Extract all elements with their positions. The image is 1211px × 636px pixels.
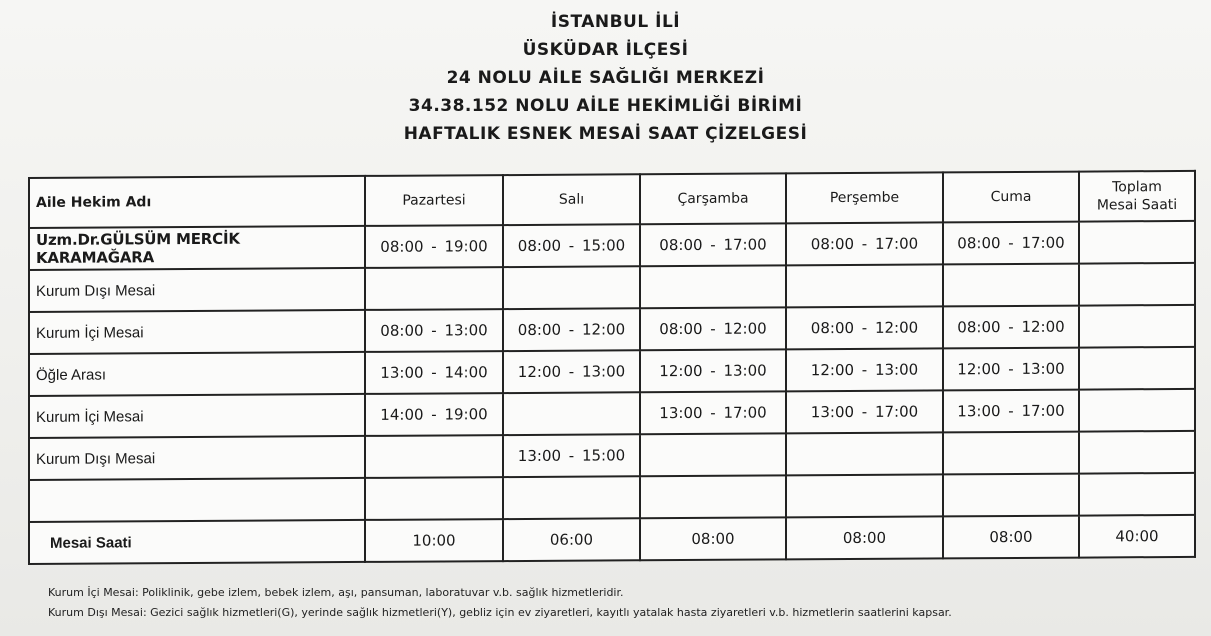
table-cell: 08:00 - 12:00 — [503, 308, 640, 351]
header-health-center: 24 NOLU AİLE SAĞLIĞI MERKEZİ — [446, 68, 765, 88]
header-district: ÜSKÜDAR İLÇESİ — [522, 40, 689, 60]
total-tuesday: 06:00 — [503, 518, 640, 561]
table-row — [29, 263, 1195, 312]
table-row-doctor — [29, 221, 1195, 270]
table-cell — [503, 476, 640, 519]
doctor-name: Uzm.Dr.GÜLSÜM MERCİK KARAMAĞARA — [29, 226, 365, 270]
table-cell: 13:00 - 17:00 — [943, 390, 1079, 433]
column-header-monday: Pazartesi — [365, 175, 503, 226]
column-header-total — [1079, 171, 1195, 222]
table-cell — [943, 264, 1079, 307]
table-cell: 08:00 - 15:00 — [503, 224, 640, 267]
footnote-kurum-ici: Kurum İçi Mesai: Poliklinik, gebe izlem, bebek izlem, aşı, pansuman, laboratuvar v.b. sağlık hizmetleridir. — [48, 586, 624, 599]
document-header — [0, 8, 1211, 148]
row-label — [29, 478, 365, 522]
totals-label: Mesai Saati — [29, 520, 365, 564]
table-row — [29, 347, 1195, 396]
table-cell — [365, 477, 503, 520]
table-cell — [503, 392, 640, 435]
table-cell — [786, 474, 943, 517]
table-cell — [1079, 473, 1195, 516]
table-cell: 08:00 - 19:00 — [365, 225, 503, 268]
table-cell: 08:00 - 13:00 — [365, 309, 503, 352]
total-week: 40:00 — [1079, 515, 1195, 558]
header-province: İSTANBUL İLİ — [550, 12, 681, 32]
table-cell: 13:00 - 14:00 — [365, 351, 503, 394]
column-header-tuesday: Salı — [503, 174, 640, 225]
table-cell — [786, 432, 943, 475]
table-header-row — [29, 171, 1195, 228]
header-unit: 34.38.152 NOLU AİLE HEKİMLİĞİ BİRİMİ — [408, 96, 803, 116]
table-cell — [365, 267, 503, 310]
table-cell — [1079, 347, 1195, 390]
schedule-table — [28, 170, 1196, 565]
table-cell — [503, 266, 640, 309]
column-header-wednesday: Çarşamba — [640, 173, 786, 224]
table-cell — [943, 432, 1079, 475]
total-friday: 08:00 — [943, 516, 1079, 559]
table-cell — [1079, 263, 1195, 306]
total-wednesday: 08:00 — [640, 517, 786, 560]
table-cell: 14:00 - 19:00 — [365, 393, 503, 436]
footnote-kurum-disi: Kurum Dışı Mesai: Gezici sağlık hizmetleri(G), yerinde sağlık hizmetleri(Y), gebliz için ev ziyaretleri, kayıtlı yatalak hasta ziyaretleri v.b. hizmetlerin saatlerini kapsar. — [48, 606, 952, 619]
table-cell — [365, 435, 503, 478]
table-cell: 12:00 - 13:00 — [503, 350, 640, 393]
row-label: Kurum İçi Mesai — [29, 394, 365, 438]
table-cell: 13:00 - 15:00 — [503, 434, 640, 477]
schedule-table-wrapper — [28, 170, 1194, 564]
table-cell: 08:00 - 17:00 — [640, 223, 786, 266]
table-cell: 08:00 - 12:00 — [786, 306, 943, 349]
row-label: Kurum İçi Mesai — [29, 310, 365, 354]
table-cell — [1079, 305, 1195, 348]
row-label: Kurum Dışı Mesai — [29, 436, 365, 480]
table-cell: 08:00 - 17:00 — [943, 222, 1079, 265]
column-header-friday: Cuma — [943, 172, 1079, 223]
header-schedule-title: HAFTALIK ESNEK MESAİ SAAT ÇİZELGESİ — [403, 124, 808, 144]
total-thursday: 08:00 — [786, 516, 943, 559]
total-monday: 10:00 — [365, 519, 503, 562]
table-cell: 13:00 - 17:00 — [640, 391, 786, 434]
table-cell — [640, 475, 786, 518]
table-cell — [640, 265, 786, 308]
table-cell: 08:00 - 12:00 — [943, 306, 1079, 349]
table-cell: 12:00 - 13:00 — [640, 349, 786, 392]
column-header-total-line2: Mesai Saati — [1096, 196, 1178, 214]
table-cell — [1079, 389, 1195, 432]
table-row — [29, 389, 1195, 438]
table-cell — [1079, 431, 1195, 474]
row-label: Kurum Dışı Mesai — [29, 268, 365, 312]
table-cell: 13:00 - 17:00 — [786, 390, 943, 433]
table-cell: 08:00 - 17:00 — [786, 222, 943, 265]
table-cell — [640, 433, 786, 476]
table-row-empty — [29, 473, 1195, 522]
table-cell: 12:00 - 13:00 — [943, 348, 1079, 391]
column-header-name: Aile Hekim Adı — [29, 176, 365, 228]
column-header-total-line1: Toplam — [1112, 179, 1162, 196]
table-cell: 12:00 - 13:00 — [786, 348, 943, 391]
table-row — [29, 431, 1195, 480]
table-cell — [1079, 221, 1195, 264]
table-cell: 08:00 - 12:00 — [640, 307, 786, 350]
table-cell — [786, 264, 943, 307]
row-label: Öğle Arası — [29, 352, 365, 396]
table-cell — [943, 474, 1079, 517]
column-header-thursday: Perşembe — [786, 172, 943, 223]
table-row-totals — [29, 515, 1195, 564]
table-row — [29, 305, 1195, 354]
footnotes — [48, 583, 952, 623]
